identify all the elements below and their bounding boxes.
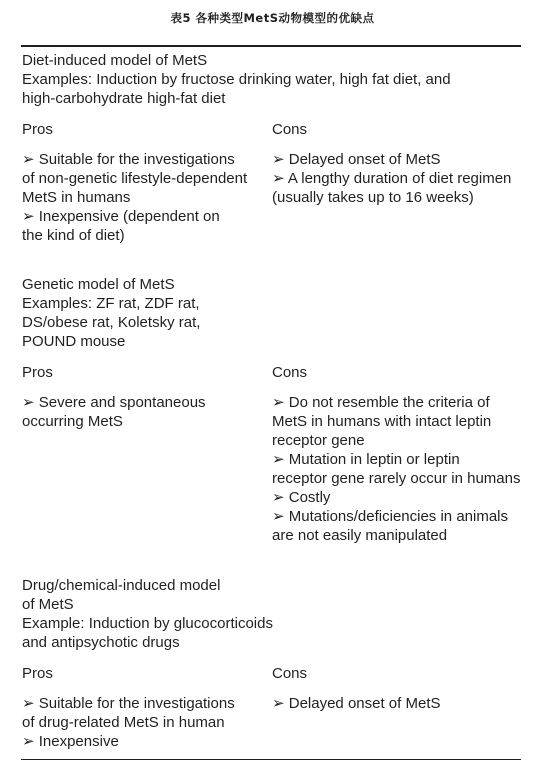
genetic-pros-label: Pros (22, 364, 53, 381)
genetic-cons-list: ➢ Do not resemble the criteria of MetS in humans with intact leptin receptor gene ➢ Mutation in leptin or leptin receptor gene rarely occur in humans ➢ Costly ➢ Mutations/deficiencies in animals are not easily manipulated (272, 394, 521, 544)
table-top-rule (21, 45, 521, 47)
drug-cons-list: ➢ Delayed onset of MetS (272, 695, 441, 712)
table-caption: 表5 各种类型MetS动物模型的优缺点 (170, 11, 375, 25)
drug-pros-label: Pros (22, 665, 53, 682)
diet-pros-label: Pros (22, 121, 53, 138)
drug-pros-list: ➢ Suitable for the investigations of drug-related MetS in human ➢ Inexpensive (22, 695, 235, 750)
genetic-cons-label: Cons (272, 364, 308, 381)
table-bottom-rule (21, 759, 521, 760)
diet-cons-label: Cons (272, 121, 308, 138)
genetic-pros-list: ➢ Severe and spontaneous occurring MetS (22, 394, 206, 430)
diet-pros-list: ➢ Suitable for the investigations of non-genetic lifestyle-dependent MetS in humans ➢ Inexpensive (dependent on the kind of diet) (22, 151, 248, 244)
diet-model-heading: Diet-induced model of MetS Examples: Induction by fructose drinking water, high fat diet, and high-carbohydrate high-fat diet (22, 52, 451, 107)
drug-cons-label: Cons (272, 665, 308, 682)
genetic-model-heading: Genetic model of MetS Examples: ZF rat, ZDF rat, DS/obese rat, Koletsky rat, POUND mouse (22, 276, 201, 350)
drug-model-heading: Drug/chemical-induced model of MetS Example: Induction by glucocorticoids and antipsychotic drugs (22, 577, 273, 651)
diet-cons-list: ➢ Delayed onset of MetS ➢ A lengthy duration of diet regimen (usually takes up to 16 weeks) (272, 151, 512, 206)
